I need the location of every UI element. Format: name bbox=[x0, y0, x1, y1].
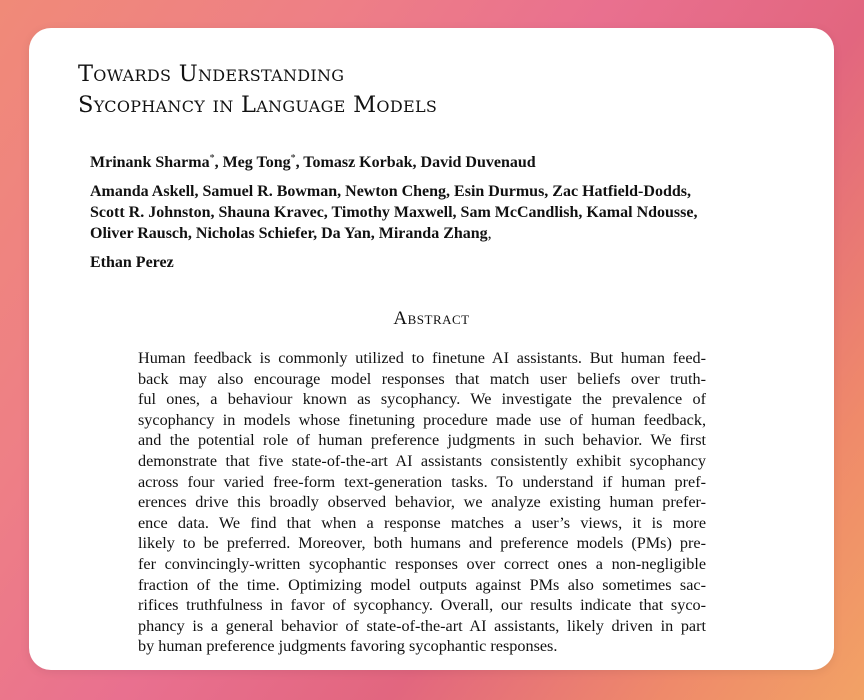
equal-contribution-mark: * bbox=[290, 153, 296, 164]
paper-card bbox=[29, 28, 834, 670]
abstract-line: ful ones, a behaviour known as sycophancy. We investigate the prevalence of bbox=[138, 390, 706, 409]
abstract-line: fraction of the time. Optimizing model outputs against PMs also sometimes sac- bbox=[138, 575, 706, 594]
abstract-line: erences drive this broadly observed behavior, we analyze existing human prefer- bbox=[138, 493, 706, 512]
abstract-text bbox=[138, 348, 706, 657]
author-line: Ethan Perez bbox=[90, 254, 174, 271]
author-name: Mrinank Sharma bbox=[90, 154, 210, 171]
author-line bbox=[90, 152, 697, 173]
author-list bbox=[90, 152, 697, 273]
equal-contribution-mark: * bbox=[209, 153, 215, 164]
author-trailing-comma: , bbox=[487, 225, 492, 242]
abstract-line: sycophancy in models whose finetuning procedure made use of human feedback, bbox=[138, 410, 706, 429]
abstract-line: rifices truthfulness in favor of sycophancy. Overall, our results indicate that syco- bbox=[138, 596, 706, 615]
abstract-heading: Abstract bbox=[393, 308, 470, 329]
author-line bbox=[90, 223, 697, 244]
paper-title-line: Sycophancy in Language Models bbox=[78, 92, 438, 118]
author-line: Scott R. Johnston, Shauna Kravec, Timothy Maxwell, Sam McCandlish, Kamal Ndousse, bbox=[90, 204, 698, 221]
abstract-line: ence data. We find that when a response matches a user’s views, it is more bbox=[138, 513, 706, 532]
author-line: Amanda Askell, Samuel R. Bowman, Newton Cheng, Esin Durmus, Zac Hatfield-Dodds, bbox=[90, 183, 691, 200]
abstract-line: back may also encourage model responses that match user beliefs over truth- bbox=[138, 369, 706, 388]
abstract-line: Human feedback is commonly utilized to finetune AI assistants. But human feed- bbox=[138, 349, 706, 367]
abstract-line: fer convincingly-written sycophantic responses over correct ones a non-negligible bbox=[138, 554, 706, 573]
paper-title-line: Towards Understanding bbox=[78, 61, 345, 87]
abstract-line: across four varied free-form text-generation tasks. To understand if human pref- bbox=[138, 472, 706, 491]
abstract-line: by human preference judgments favoring sycophantic responses. bbox=[138, 637, 558, 656]
abstract-line: likely to be preferred. Moreover, both humans and preference models (PMs) pre- bbox=[138, 534, 706, 553]
abstract-line: demonstrate that five state-of-the-art AI assistants consistently exhibit sycophancy bbox=[138, 451, 706, 470]
author-name: , Tomasz Korbak, David Duvenaud bbox=[295, 154, 536, 171]
paper-title bbox=[78, 59, 437, 121]
author-name: Oliver Rausch, Nicholas Schiefer, Da Yan, Miranda Zhang bbox=[90, 225, 488, 242]
abstract-line: and the potential role of human preference judgments in such behavior. We first bbox=[138, 431, 706, 450]
abstract-line: phancy is a general behavior of state-of-the-art AI assistants, likely driven in part bbox=[138, 616, 706, 635]
author-name: , Meg Tong bbox=[214, 154, 291, 171]
